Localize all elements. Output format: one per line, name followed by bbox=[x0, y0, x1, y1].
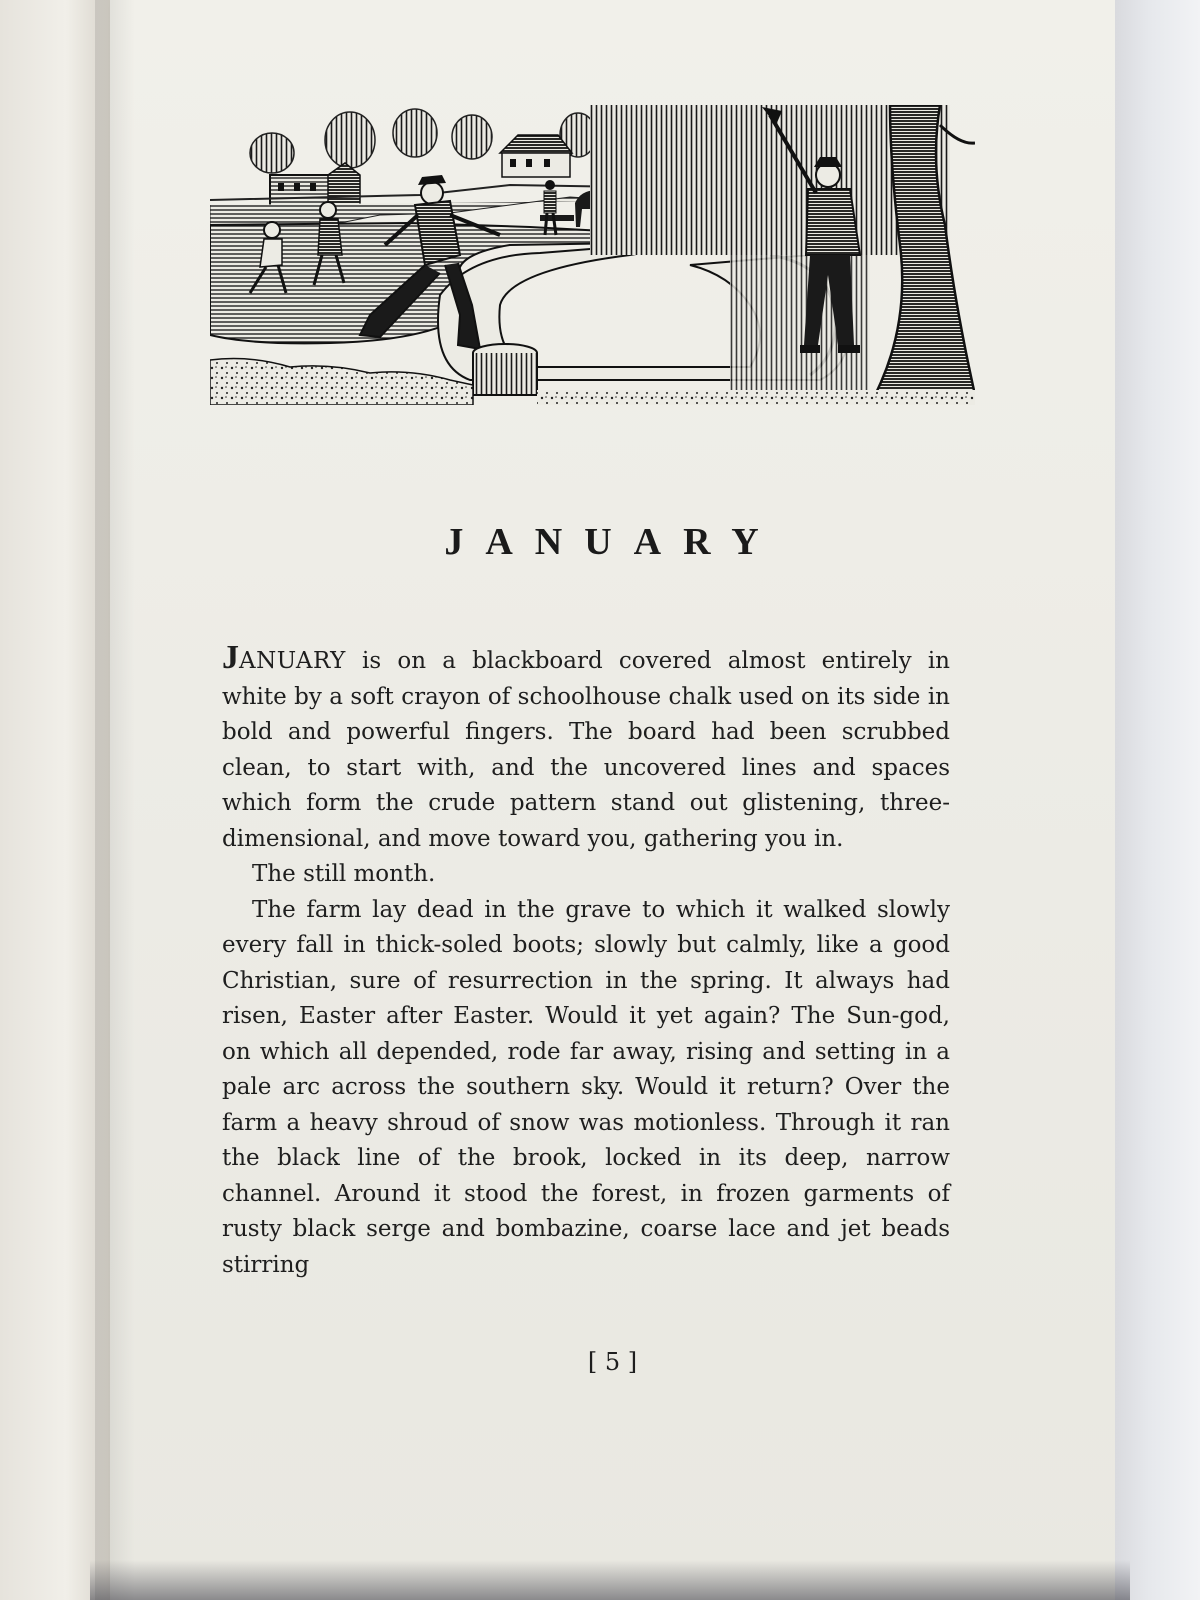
woodcut-illustration bbox=[210, 105, 975, 405]
paragraph-1-text: is on a blackboard covered almost entirely in white by a soft crayon of schoolhouse chalk used on its side in bold and powerful fingers. The board had been scrubbed clean, to start with, and the uncovered lines and spaces which form the crude pattern stand out glistening, three-dimensional, and move toward you, gathering you in. bbox=[222, 648, 950, 852]
chapter-body bbox=[222, 640, 950, 1283]
paragraph-2: The still month. bbox=[252, 861, 436, 887]
tree-stump bbox=[473, 344, 537, 395]
stone-wall bbox=[210, 359, 473, 405]
center-house bbox=[500, 135, 572, 177]
chapter-title: JANUARY bbox=[444, 521, 781, 563]
standing-figure bbox=[544, 180, 556, 235]
lead-initial: J bbox=[222, 639, 239, 676]
page-stack-edge bbox=[1115, 0, 1200, 1600]
left-page-edge bbox=[0, 0, 110, 1600]
paragraph-1 bbox=[222, 640, 950, 857]
bottom-shadow bbox=[90, 1560, 1130, 1600]
lead-word-rest: ANUARY bbox=[239, 648, 346, 674]
paragraph-3: The farm lay dead in the grave to which it walked slowly every fall in thick-soled boots; slowly but calmly, like a good Christian, sure of resurrection in the spring. It always had risen, Easter after Easter. Would it yet again? The Sun-god, on which all depended, rode far away, rising and setting in a pale arc across the southern sky. Would it return? Over the farm a heavy shroud of snow was motionless. Through it ran the black line of the brook, locked in its deep, narrow channel. Around it stood the forest, in frozen garments of rusty black serge and bombazine, coarse lace and jet beads stirring bbox=[222, 896, 950, 1278]
page-number: [ 5 ] bbox=[587, 1348, 638, 1376]
